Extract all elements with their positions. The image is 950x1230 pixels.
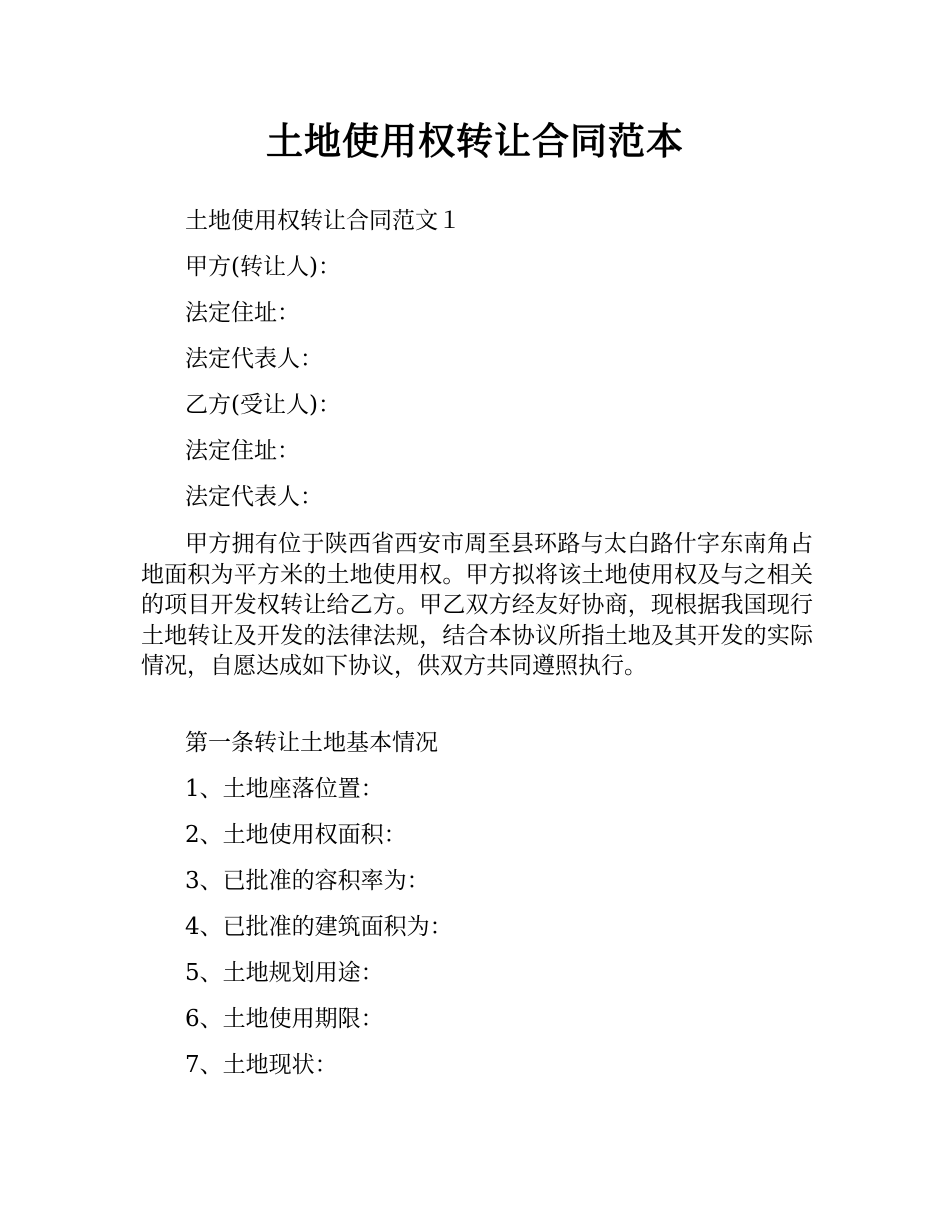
list-item: 1、土地座落位置： — [185, 776, 384, 802]
list-item: 3、已批准的容积率为： — [185, 868, 430, 894]
article-1-heading: 第一条转让土地基本情况 — [185, 730, 438, 756]
party-b-address-label: 法定住址： — [185, 438, 300, 464]
list-item: 5、土地规划用途： — [185, 960, 384, 986]
preamble-paragraph: 甲方拥有位于陕西省西安市周至县环路与太白路什字东南角占地面积为平方米的土地使用权。甲方拟将该土地使用权及与之相关的项目开发权转让给乙方。甲乙双方经友好协商，现根据我国现行土地转让及开发的法律法规，结合本协议所指土地及其开发的实际情况，自愿达成如下协议，供双方共同遵照执行。 — [141, 531, 813, 679]
party-b-representative-label: 法定代表人： — [185, 484, 323, 510]
list-item: 2、土地使用权面积： — [185, 822, 407, 848]
list-item: 4、已批准的建筑面积为： — [185, 914, 453, 940]
document-subtitle: 土地使用权转让合同范文１ — [185, 208, 461, 234]
list-item: 6、土地使用期限： — [185, 1006, 384, 1032]
party-a-representative-label: 法定代表人： — [185, 346, 323, 372]
party-a-address-label: 法定住址： — [185, 300, 300, 326]
list-item: 7、土地现状： — [185, 1052, 338, 1078]
document-title: 土地使用权转让合同范本 — [266, 120, 684, 163]
party-a-label: 甲方(转让人)： — [185, 254, 341, 280]
party-b-label: 乙方(受让人)： — [185, 392, 341, 418]
